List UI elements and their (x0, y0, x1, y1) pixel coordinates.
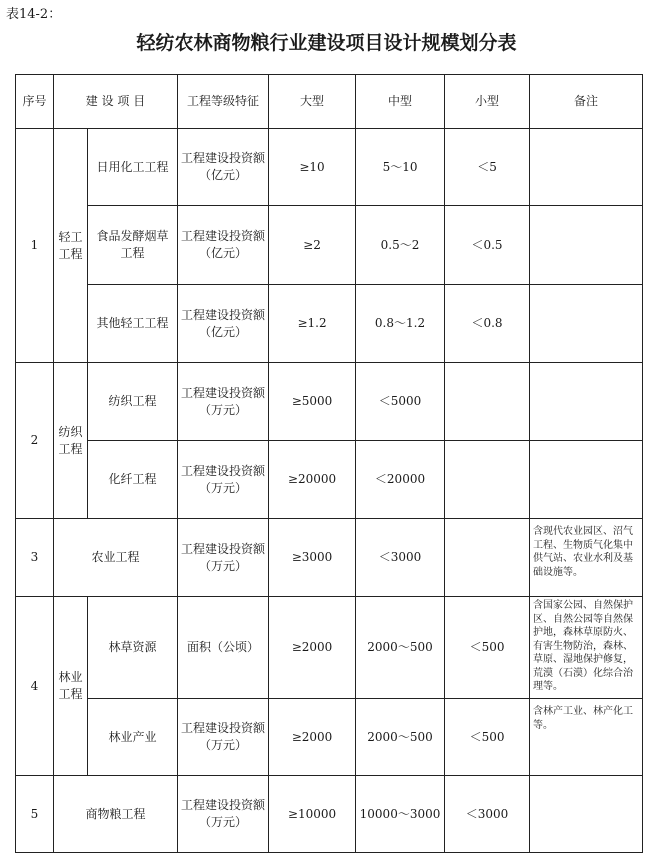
table-number-label: 表14-2： (6, 7, 62, 22)
feature-cell: 工程建设投资额（万元） (178, 776, 269, 853)
medium-cell: ＜3000 (356, 519, 445, 597)
medium-cell: 10000～3000 (356, 776, 445, 853)
note-cell (530, 129, 643, 206)
item-cell: 纺织工程 (88, 363, 178, 441)
large-cell: ≥10000 (269, 776, 356, 853)
header-row (16, 75, 643, 129)
note-cell (530, 441, 643, 519)
medium-cell: ＜5000 (356, 363, 445, 441)
table-row (16, 597, 643, 699)
table-row (16, 519, 643, 597)
note-cell (530, 776, 643, 853)
item-cell: 食品发酵烟草工程 (88, 206, 178, 285)
scale-classification-table (15, 74, 643, 853)
header-note: 备注 (530, 75, 643, 129)
seq-cell: 5 (16, 776, 54, 853)
feature-cell: 工程建设投资额（亿元） (178, 129, 269, 206)
feature-cell: 工程建设投资额（亿元） (178, 206, 269, 285)
feature-cell: 工程建设投资额（万元） (178, 441, 269, 519)
table-row (16, 129, 643, 206)
large-cell: ≥5000 (269, 363, 356, 441)
table-row (16, 285, 643, 363)
seq-cell: 3 (16, 519, 54, 597)
header-medium: 中型 (356, 75, 445, 129)
header-feature: 工程等级特征 (178, 75, 269, 129)
large-cell: ≥20000 (269, 441, 356, 519)
header-project: 建 设 项 目 (54, 75, 178, 129)
large-cell: ≥2000 (269, 597, 356, 699)
note-cell: 含国家公园、自然保护区、自然公园等自然保护地，森林草原防火、有害生物防治，森林、草原、湿地保护修复，荒漠（石漠）化综合治理等。 (530, 597, 643, 699)
large-cell: ≥2000 (269, 699, 356, 776)
note-cell (530, 285, 643, 363)
small-cell: ＜0.5 (445, 206, 530, 285)
medium-cell: 0.5～2 (356, 206, 445, 285)
group-name-cell: 林业工程 (54, 597, 88, 776)
medium-cell: 2000～500 (356, 597, 445, 699)
note-cell: 含林产工业、林产化工等。 (530, 699, 643, 776)
small-cell (445, 363, 530, 441)
medium-cell: ＜20000 (356, 441, 445, 519)
small-cell: ＜5 (445, 129, 530, 206)
note-cell (530, 363, 643, 441)
feature-cell: 工程建设投资额（亿元） (178, 285, 269, 363)
small-cell: ＜0.8 (445, 285, 530, 363)
group-name-cell: 农业工程 (54, 519, 178, 597)
large-cell: ≥10 (269, 129, 356, 206)
item-cell: 其他轻工工程 (88, 285, 178, 363)
table-row (16, 776, 643, 853)
table-row (16, 363, 643, 441)
header-small: 小型 (445, 75, 530, 129)
small-cell: ＜500 (445, 597, 530, 699)
document-title: 轻纺农林商物粮行业建设项目设计规模划分表 (136, 32, 517, 54)
medium-cell: 0.8～1.2 (356, 285, 445, 363)
small-cell (445, 441, 530, 519)
small-cell: ＜500 (445, 699, 530, 776)
table-row (16, 206, 643, 285)
seq-cell: 2 (16, 363, 54, 519)
medium-cell: 2000～500 (356, 699, 445, 776)
feature-cell: 工程建设投资额（万元） (178, 699, 269, 776)
item-cell: 林草资源 (88, 597, 178, 699)
medium-cell: 5～10 (356, 129, 445, 206)
item-cell: 林业产业 (88, 699, 178, 776)
group-name-cell: 纺织工程 (54, 363, 88, 519)
header-seq: 序号 (16, 75, 54, 129)
large-cell: ≥2 (269, 206, 356, 285)
table-row (16, 441, 643, 519)
group-name-cell: 轻工工程 (54, 129, 88, 363)
seq-cell: 1 (16, 129, 54, 363)
large-cell: ≥3000 (269, 519, 356, 597)
table-row (16, 699, 643, 776)
header-large: 大型 (269, 75, 356, 129)
seq-cell: 4 (16, 597, 54, 776)
group-name-cell: 商物粮工程 (54, 776, 178, 853)
item-cell: 化纤工程 (88, 441, 178, 519)
feature-cell: 工程建设投资额（万元） (178, 519, 269, 597)
note-cell (530, 206, 643, 285)
item-cell: 日用化工工程 (88, 129, 178, 206)
small-cell (445, 519, 530, 597)
large-cell: ≥1.2 (269, 285, 356, 363)
feature-cell: 工程建设投资额（万元） (178, 363, 269, 441)
note-cell: 含现代农业园区、沼气工程、生物质气化集中供气站、农业水利及基础设施等。 (530, 519, 643, 597)
small-cell: ＜3000 (445, 776, 530, 853)
feature-cell: 面积（公顷） (178, 597, 269, 699)
